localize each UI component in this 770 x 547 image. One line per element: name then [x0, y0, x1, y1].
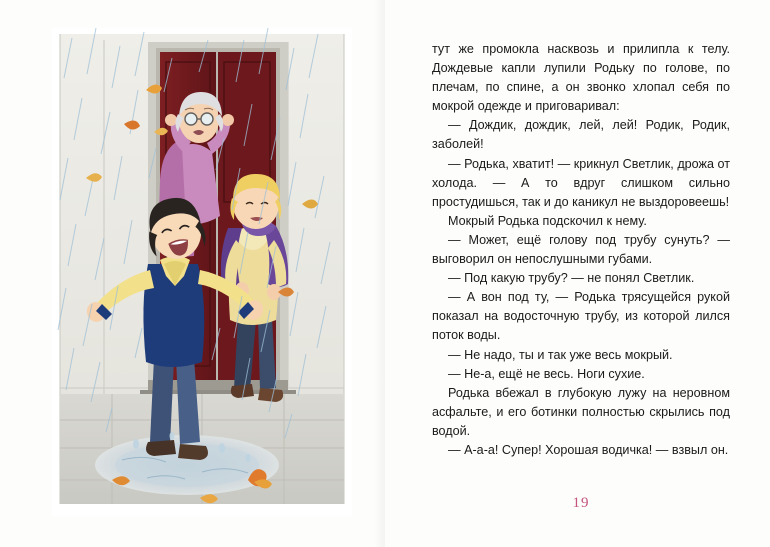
- paragraph: — А вон под ту, — Родька трясущейся рукой показал на водосточную трубу, из которой лился поток воды.: [432, 290, 730, 343]
- paragraph: Мокрый Родька подскочил к нему.: [448, 213, 647, 228]
- paragraph: — Не надо, ты и так уже весь мокрый.: [448, 347, 673, 362]
- paragraph: — Родька, хватит! — крикнул Светлик, дрожа от холода. — А то вдруг слишком сильно простудишься, так и до каникул не выздоровеешь!: [432, 156, 730, 209]
- paragraph: — А-а-а! Супер! Хорошая водичка! — взвыл он.: [448, 442, 729, 457]
- paragraph: — Может, ещё голову под трубу сунуть? — выговорил он непослушными губами.: [432, 232, 730, 267]
- paragraph: — Не-а, ещё не весь. Ноги сухие.: [448, 366, 645, 381]
- paragraph: — Под какую трубу? — не понял Светлик.: [448, 271, 695, 286]
- paragraph: — Дождик, дождик, лей, лей! Родик, Родик, заболей!: [432, 118, 730, 152]
- page-number: 19: [572, 495, 590, 511]
- paragraph: тут же промокла насквозь и прилипла к телу. Дождевые капли лупили Родьку по голове, по плечам, по спине, а он звонко хлопал себя по мокрой одежде и приговаривал:: [432, 42, 730, 114]
- right-page: [385, 0, 770, 547]
- body-text: [432, 40, 730, 511]
- rain-scene-illustration: [52, 28, 352, 516]
- paragraph: Родька вбежал в глубокую лужу на неровном асфальте, и его ботинки полностью скрылись под водой.: [432, 385, 730, 438]
